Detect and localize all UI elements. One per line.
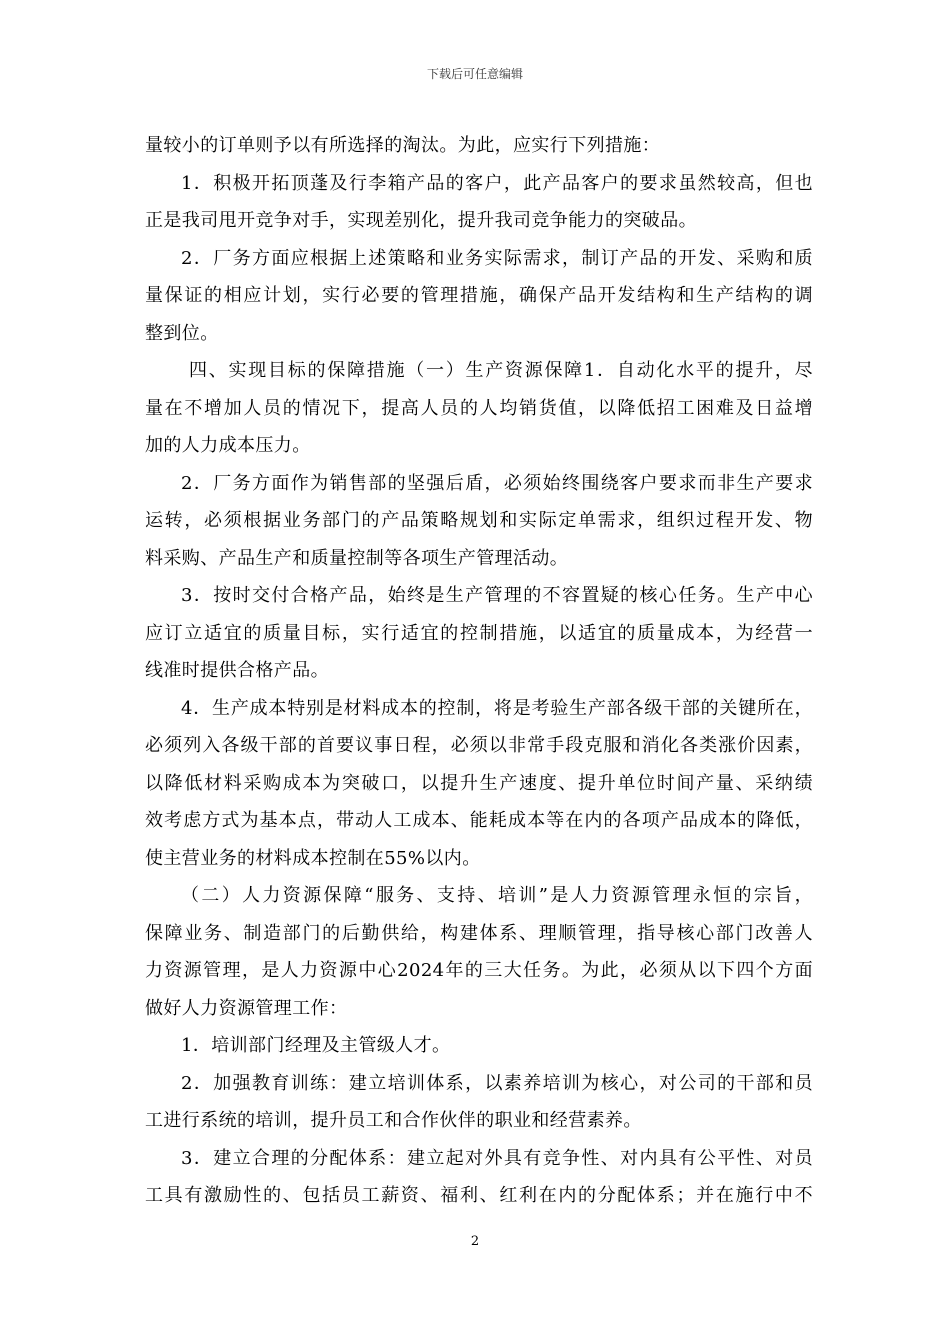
text-line: 2．厂务方面作为销售部的坚强后盾，必须始终围绕客户要求而非生产要求	[181, 472, 813, 494]
document-body	[145, 127, 813, 1215]
text-line: 做好人力资源管理工作：	[145, 997, 348, 1019]
text-line: 运转，必须根据业务部门的产品策略规划和实际定单需求，组织过程开发、物	[145, 510, 813, 531]
text-line: 工进行系统的培训，提升员工和合作伙伴的职业和经营素养。	[145, 1110, 642, 1131]
text-line: 量在不增加人员的情况下，提高人员的人均销货值，以降低招工困难及日益增	[145, 397, 813, 419]
text-line: 效考虑方式为基本点，带动人工成本、能耗成本等在内的各项产品成本的降低，	[145, 810, 813, 831]
text-line: 量保证的相应计划，实行必要的管理措施，确保产品开发结构和生产结构的调	[145, 285, 813, 306]
text-line: 工具有激励性的、包括员工薪资、福利、红利在内的分配体系；并在施行中不	[145, 1185, 813, 1206]
text-line: 保障业务、制造部门的后勤供给，构建体系、理顺管理，指导核心部门改善人	[145, 922, 813, 944]
text-line: 3．建立合理的分配体系：建立起对外具有竞争性、对内具有公平性、对员	[181, 1147, 813, 1169]
text-line: 线准时提供合格产品。	[145, 660, 329, 681]
text-line: 使主营业务的材料成本控制在55%以内。	[145, 847, 481, 869]
text-line: 料采购、产品生产和质量控制等各项生产管理活动。	[145, 547, 569, 569]
text-line: 3．按时交付合格产品，始终是生产管理的不容置疑的核心任务。生产中心	[181, 585, 813, 606]
text-line: 以降低材料采购成本为突破口，以提升生产速度、提升单位时间产量、采纳绩	[145, 772, 813, 794]
text-line: 4．生产成本特别是材料成本的控制，将是考验生产部各级干部的关键所在，	[181, 697, 813, 719]
page-header: 下载后可任意编辑	[426, 67, 523, 81]
text-line: 2．厂务方面应根据上述策略和业务实际需求，制订产品的开发、采购和质	[181, 247, 813, 269]
text-line: （二）人力资源保障“服务、支持、培训”是人力资源管理永恒的宗旨，	[181, 885, 813, 906]
text-line: 1．培训部门经理及主管级人才。	[181, 1035, 451, 1056]
text-line: 2．加强教育训练：建立培训体系，以素养培训为核心，对公司的干部和员	[181, 1072, 813, 1094]
text-line: 1．积极开拓顶蓬及行李箱产品的客户，此产品客户的要求虽然较高，但也	[181, 172, 813, 194]
text-line: 整到位。	[145, 322, 219, 344]
text-line: 应订立适宜的质量目标，实行适宜的控制措施，以适宜的质量成本，为经营一	[145, 622, 813, 644]
text-line: 正是我司甩开竞争对手，实现差别化，提升我司竞争能力的突破品。	[145, 210, 697, 231]
text-line: 必须列入各级干部的首要议事日程，必须以非常手段克服和消化各类涨价因素，	[145, 735, 813, 756]
page-number: 2	[470, 1234, 480, 1249]
text-line: 力资源管理，是人力资源中心2024年的三大任务。为此，必须从以下四个方面	[145, 960, 813, 981]
text-line: 加的人力成本压力。	[145, 435, 311, 456]
text-line: 四、实现目标的保障措施（一）生产资源保障1．自动化水平的提升，尽	[189, 360, 813, 381]
text-line: 量较小的订单则予以有所选择的淘汰。为此，应实行下列措施：	[145, 135, 661, 156]
